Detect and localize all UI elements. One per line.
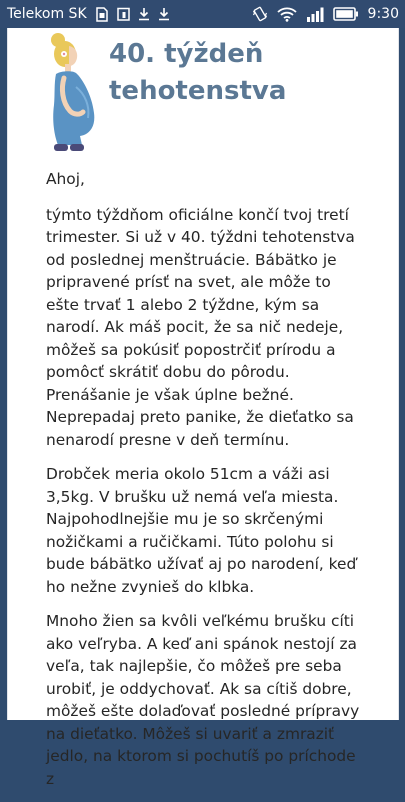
download-icon [158,7,170,21]
calendar-icon [117,7,130,21]
paragraph: Mnoho žien sa kvôli veľkému brušku cíti ako veľryba. A keď ani spánok nestojí za veľa, tak najlepšie, čo môžeš pre seba urobiť, je oddychovať. Ak sa cítiš dobre, môžeš ešte dolaďovať posledné prípravy na dieťatko. Môžeš si uvariť a zmraziť jedlo, na ktorom si pochutíš po príchode z [46,612,360,788]
battery-icon [333,7,359,21]
status-bar-right [252,6,399,22]
download-icon [138,7,150,21]
status-bar-left [7,6,170,22]
paragraph: týmto týždňom oficiálne končí tvoj tretí trimester. Si už v 40. týždni tehotenstva od poslednej menštruácie. Bábätko je pripravené prísť na svet, ale môže to ešte trvať 1 alebo 2 týždne, kým sa narodí. Ak máš pocit, že sa nič nedeje, môžeš sa pokúsiť popostrčiť prírodu a pomôcť skrátiť dobu do pôrodu. Prenášanie je však úplne bežné. Neprepadaj preto panike, že dieťatko sa nenarodí presne v deň termínu. [46,205,355,449]
pregnant-woman-illustration [42,32,100,154]
page-title-line-2: tehotenstva [109,76,287,106]
carrier-name: Telekom SK [7,6,87,22]
article-body [46,168,368,802]
article-card [7,28,399,788]
paragraph: Drobček meria okolo 51cm a váži asi 3,5kg. V brušku už nemá veľa miesta. Najpohodlnejšie mu je so skrčenými nožičkami a ručičkami. Túto polohu si bude bábätko užívať aj po narodení, keď ho nežne zvynieš do klbka. [46,465,357,596]
status-bar [0,0,405,28]
page-title [109,36,359,110]
wifi-icon [277,7,297,22]
page-title-line-1: 40. týždeň [109,39,264,69]
signal-icon [306,7,324,22]
article-header [8,28,400,158]
sim-card-icon [95,7,109,22]
vibrate-icon [252,6,268,22]
clock-time: 9:30 [367,6,399,22]
greeting: Ahoj, [46,170,85,188]
